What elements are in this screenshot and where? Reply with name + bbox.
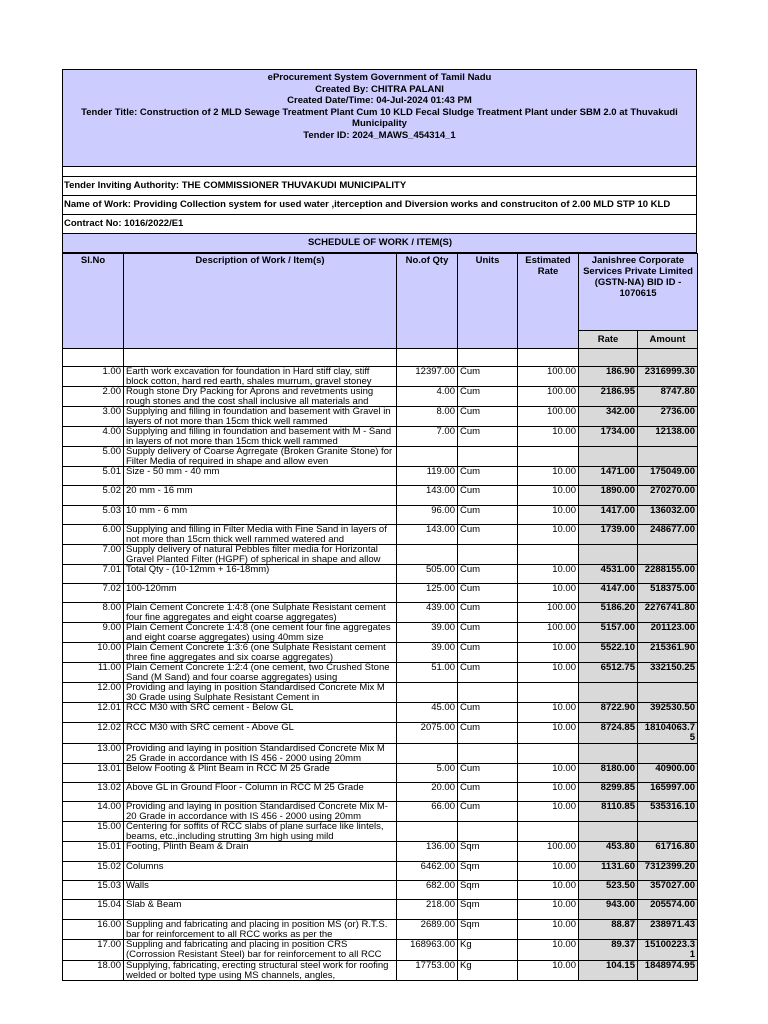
cell-estimated-rate: 10.00 [518, 802, 579, 822]
col-header-qty: No.of Qty [397, 254, 458, 349]
cell-estimated-rate: 100.00 [518, 603, 579, 623]
cell-description: Above GL in Ground Floor - Column in RCC M 25 Grade [124, 783, 397, 802]
table-row [63, 802, 698, 822]
cell-rate: 104.15 [579, 960, 638, 980]
cell-units: Cum [458, 564, 518, 583]
cell-units: Cum [458, 407, 518, 427]
cell-description: Supply delivery of natural Pebbles filter media for Horizontal Gravel Planted Filter (HGPF) of spherical in shape and allow [124, 544, 397, 564]
table-row [63, 703, 698, 722]
table-row [63, 367, 698, 387]
cell-estimated-rate: 10.00 [518, 427, 579, 447]
cell-qty: 8.00 [397, 407, 458, 427]
cell-amount: 2736.00 [638, 407, 698, 427]
cell-rate [579, 822, 638, 842]
table-row [63, 919, 698, 939]
table-row [63, 447, 698, 467]
cell-estimated-rate: 10.00 [518, 564, 579, 583]
cell-qty: 51.00 [397, 663, 458, 683]
spacer-row [62, 167, 697, 177]
cell-slno: 6.00 [63, 524, 124, 544]
cell-description: Supplying and filling in Filter Media with Fine Sand in layers of not more than 15cm thick well rammed watered and [124, 524, 397, 544]
cell-amount: 136032.00 [638, 505, 698, 524]
cell-rate [579, 544, 638, 564]
cell-units: Kg [458, 939, 518, 960]
cell-estimated-rate: 10.00 [518, 467, 579, 486]
cell-units: Cum [458, 783, 518, 802]
cell-amount: 357027.00 [638, 880, 698, 899]
cell-units: Cum [458, 643, 518, 663]
cell-rate: 8722.90 [579, 703, 638, 722]
schedule-title: SCHEDULE OF WORK / ITEM(S) [62, 234, 697, 253]
cell-rate: 342.00 [579, 407, 638, 427]
cell-description: Total Qty - (10-12mm + 16-18mm) [124, 564, 397, 583]
cell-estimated-rate [518, 447, 579, 467]
col-header-units: Units [458, 254, 518, 349]
cell-estimated-rate: 10.00 [518, 524, 579, 544]
cell-units: Cum [458, 524, 518, 544]
cell-slno: 4.00 [63, 427, 124, 447]
table-row [63, 822, 698, 842]
document-header [62, 69, 697, 167]
table-row [63, 939, 698, 960]
cell-amount: 175049.00 [638, 467, 698, 486]
cell-amount: 238971.43 [638, 919, 698, 939]
cell-rate: 1131.60 [579, 861, 638, 880]
cell-units: Cum [458, 427, 518, 447]
cell-description: Plain Cement Concrete 1:3:6 (one Sulphate Resistant cement three fine aggregates and six coarse aggregates) [124, 643, 397, 663]
cell-description: Rough stone Dry Packing for Aprons and revetments using rough stones and the cost shall inclusive all materials and [124, 387, 397, 407]
col-header-bidder: Janishree Corporate Services Private Limited (GSTN-NA) BID ID - 1070615 [579, 254, 698, 331]
cell-units: Cum [458, 703, 518, 722]
cell-rate: 1739.00 [579, 524, 638, 544]
cell-qty: 136.00 [397, 842, 458, 861]
cell-amount: 1848974.95 [638, 960, 698, 980]
name-of-work: Name of Work: Providing Collection system for used water ,iterception and Diversion works and construciton of 2.00 MLD STP 10 KLD [62, 196, 697, 215]
cell-amount: 2276741.80 [638, 603, 698, 623]
cell-estimated-rate: 10.00 [518, 960, 579, 980]
cell-units [458, 683, 518, 703]
cell-units: Kg [458, 960, 518, 980]
cell-slno: 9.00 [63, 623, 124, 643]
cell-qty: 66.00 [397, 802, 458, 822]
cell-slno: 7.01 [63, 564, 124, 583]
cell-slno: 12.01 [63, 703, 124, 722]
cell-slno: 13.02 [63, 783, 124, 802]
cell-rate: 8180.00 [579, 763, 638, 782]
cell-units: Sqm [458, 900, 518, 919]
cell-amount: 215361.90 [638, 643, 698, 663]
cell-qty: 39.00 [397, 623, 458, 643]
cell-estimated-rate: 10.00 [518, 919, 579, 939]
cell-units: Cum [458, 387, 518, 407]
cell-qty: 119.00 [397, 467, 458, 486]
cell-estimated-rate: 100.00 [518, 842, 579, 861]
cell-slno: 1.00 [63, 367, 124, 387]
cell-rate: 5157.00 [579, 623, 638, 643]
cell-rate [579, 447, 638, 467]
cell-description: Supplying and filling in foundation and basement with Gravel in layers of not more than 15cm thick well rammed [124, 407, 397, 427]
cell-slno: 12.02 [63, 722, 124, 743]
cell-rate: 186.90 [579, 367, 638, 387]
cell-units: Cum [458, 367, 518, 387]
cell-amount [638, 822, 698, 842]
cell-amount: 61716.80 [638, 842, 698, 861]
cell-amount: 15100223.31 [638, 939, 698, 960]
cell-amount: 205574.00 [638, 900, 698, 919]
cell-qty: 6462.00 [397, 861, 458, 880]
cell-units [458, 822, 518, 842]
cell-estimated-rate: 10.00 [518, 643, 579, 663]
table-row [63, 524, 698, 544]
cell-slno: 14.00 [63, 802, 124, 822]
cell-qty: 12397.00 [397, 367, 458, 387]
col-header-amount: Amount [638, 331, 698, 349]
cell-amount [638, 447, 698, 467]
cell-description: Size - 50 mm - 40 mm [124, 467, 397, 486]
cell-qty: 505.00 [397, 564, 458, 583]
cell-estimated-rate [518, 743, 579, 763]
cell-units [458, 743, 518, 763]
cell-slno: 7.02 [63, 584, 124, 603]
cell-description: Centering for soffits of RCC slabs of plane surface like lintels, beams, etc.,including strutting 3m high using mild [124, 822, 397, 842]
cell-estimated-rate [518, 822, 579, 842]
cell-slno: 18.00 [63, 960, 124, 980]
cell-description: Supplying, fabricating, erecting structural steel work for roofing welded or bolted type using MS channels, angles, [124, 960, 397, 980]
table-row [63, 407, 698, 427]
cell-amount: 12138.00 [638, 427, 698, 447]
schedule-table [62, 253, 698, 981]
cell-slno: 12.00 [63, 683, 124, 703]
cell-qty: 218.00 [397, 900, 458, 919]
header-line-municipality: Municipality [352, 118, 407, 129]
cell-rate: 89.37 [579, 939, 638, 960]
cell-units: Cum [458, 467, 518, 486]
cell-slno: 5.00 [63, 447, 124, 467]
cell-rate: 2186.95 [579, 387, 638, 407]
cell-description: Plain Cement Concrete 1:2:4 (one cement, two Crushed Stone Sand (M Sand) and four coarse aggregates) using [124, 663, 397, 683]
cell-slno: 3.00 [63, 407, 124, 427]
cell-slno: 8.00 [63, 603, 124, 623]
cell-units: Cum [458, 505, 518, 524]
table-row [63, 763, 698, 782]
cell-units: Cum [458, 486, 518, 505]
cell-rate: 453.80 [579, 842, 638, 861]
cell-description: 100-120mm [124, 584, 397, 603]
cell-units: Cum [458, 722, 518, 743]
cell-estimated-rate: 10.00 [518, 900, 579, 919]
cell-slno: 17.00 [63, 939, 124, 960]
cell-slno: 11.00 [63, 663, 124, 683]
cell-slno: 15.04 [63, 900, 124, 919]
table-row [63, 603, 698, 623]
cell-rate: 1734.00 [579, 427, 638, 447]
cell-qty: 168963.00 [397, 939, 458, 960]
cell-amount: 165997.00 [638, 783, 698, 802]
table-row [63, 842, 698, 861]
cell-description: Slab & Beam [124, 900, 397, 919]
table-row [63, 783, 698, 802]
cell-units: Sqm [458, 880, 518, 899]
cell-units: Sqm [458, 861, 518, 880]
table-row [63, 486, 698, 505]
cell-rate: 4147.00 [579, 584, 638, 603]
table-row [63, 960, 698, 980]
cell-units: Cum [458, 663, 518, 683]
cell-rate: 1471.00 [579, 467, 638, 486]
cell-qty: 5.00 [397, 763, 458, 782]
cell-qty [397, 683, 458, 703]
cell-qty: 143.00 [397, 486, 458, 505]
cell-estimated-rate [518, 544, 579, 564]
cell-units: Sqm [458, 842, 518, 861]
header-line-created-date: Created Date/Time: 04-Jul-2024 01:43 PM [287, 95, 472, 106]
cell-rate: 8299.85 [579, 783, 638, 802]
cell-estimated-rate: 10.00 [518, 505, 579, 524]
cell-estimated-rate: 10.00 [518, 663, 579, 683]
table-row [63, 880, 698, 899]
cell-description: Footing, Plinth Beam & Drain [124, 842, 397, 861]
cell-estimated-rate: 10.00 [518, 939, 579, 960]
table-row [63, 467, 698, 486]
table-row [63, 623, 698, 643]
table-row [63, 427, 698, 447]
cell-rate: 5186.20 [579, 603, 638, 623]
cell-slno: 5.03 [63, 505, 124, 524]
table-row [63, 663, 698, 683]
cell-rate: 943.00 [579, 900, 638, 919]
col-header-slno: Sl.No [63, 254, 124, 349]
table-row [63, 505, 698, 524]
cell-rate: 8724.85 [579, 722, 638, 743]
contract-number: Contract No: 1016/2022/E1 [62, 215, 697, 234]
cell-qty [397, 822, 458, 842]
cell-amount: 518375.00 [638, 584, 698, 603]
cell-slno: 7.00 [63, 544, 124, 564]
cell-estimated-rate: 100.00 [518, 407, 579, 427]
cell-estimated-rate: 100.00 [518, 367, 579, 387]
cell-estimated-rate: 10.00 [518, 861, 579, 880]
cell-units: Cum [458, 584, 518, 603]
table-row [63, 722, 698, 743]
cell-amount: 18104063.75 [638, 722, 698, 743]
cell-slno: 15.03 [63, 880, 124, 899]
cell-slno: 10.00 [63, 643, 124, 663]
cell-amount: 40900.00 [638, 763, 698, 782]
table-row [63, 643, 698, 663]
cell-rate: 6512.75 [579, 663, 638, 683]
cell-rate [579, 743, 638, 763]
cell-slno: 16.00 [63, 919, 124, 939]
cell-description: RCC M30 with SRC cement - Below GL [124, 703, 397, 722]
cell-slno: 15.00 [63, 822, 124, 842]
cell-amount: 270270.00 [638, 486, 698, 505]
cell-description: Plain Cement Concrete 1:4:8 (one cement four fine aggregates and eight coarse aggregates) using 40mm size [124, 623, 397, 643]
cell-estimated-rate: 10.00 [518, 763, 579, 782]
cell-amount: 8747.80 [638, 387, 698, 407]
cell-estimated-rate: 10.00 [518, 722, 579, 743]
col-header-rate: Rate [579, 331, 638, 349]
cell-units: Cum [458, 763, 518, 782]
cell-rate: 4531.00 [579, 564, 638, 583]
cell-qty: 4.00 [397, 387, 458, 407]
cell-description: Providing and laying in position Standardised Concrete Mix M 25 Grade in accordance with IS 456 - 2000 using 20mm [124, 743, 397, 763]
cell-rate: 8110.85 [579, 802, 638, 822]
cell-description: Columns [124, 861, 397, 880]
cell-rate: 523.50 [579, 880, 638, 899]
cell-qty: 17753.00 [397, 960, 458, 980]
header-line-system: eProcurement System Government of Tamil Nadu [267, 72, 492, 83]
cell-amount: 535316.10 [638, 802, 698, 822]
cell-description: 10 mm - 6 mm [124, 505, 397, 524]
cell-qty: 45.00 [397, 703, 458, 722]
cell-qty [397, 743, 458, 763]
cell-estimated-rate: 10.00 [518, 584, 579, 603]
cell-amount [638, 544, 698, 564]
cell-qty: 439.00 [397, 603, 458, 623]
cell-units: Cum [458, 623, 518, 643]
col-header-description: Description of Work / Item(s) [124, 254, 397, 349]
cell-description: Plain Cement Concrete 1:4:8 (one Sulphate Resistant cement four fine aggregates and eight coarse aggregates) [124, 603, 397, 623]
cell-description: Suppling and fabricating and placing in position MS (or) R.T.S. bar for reinforcement to all RCC works as per the [124, 919, 397, 939]
cell-estimated-rate [518, 683, 579, 703]
col-header-estimated-rate: Estimated Rate [518, 254, 579, 349]
cell-amount [638, 683, 698, 703]
cell-rate: 1417.00 [579, 505, 638, 524]
cell-amount: 2288155.00 [638, 564, 698, 583]
table-row [63, 900, 698, 919]
cell-description: Providing and laying in position Standardised Concrete Mix M-20 Grade in accordance with IS 456 - 2000 using 20mm [124, 802, 397, 822]
cell-estimated-rate: 10.00 [518, 880, 579, 899]
tender-sheet [62, 69, 697, 981]
table-row [63, 564, 698, 583]
cell-estimated-rate: 10.00 [518, 703, 579, 722]
cell-description: Earth work excavation for foundation in Hard stiff clay, stiff block cotton, hard red earth, shales murrum, gravel stoney [124, 367, 397, 387]
cell-qty: 7.00 [397, 427, 458, 447]
cell-description: Walls [124, 880, 397, 899]
cell-qty: 39.00 [397, 643, 458, 663]
table-row [63, 683, 698, 703]
cell-amount: 201123.00 [638, 623, 698, 643]
cell-description: Supplying and filling in foundation and basement with M - Sand in layers of not more than 15cm thick well rammed [124, 427, 397, 447]
cell-rate: 5522.10 [579, 643, 638, 663]
cell-amount: 248677.00 [638, 524, 698, 544]
cell-qty: 2689.00 [397, 919, 458, 939]
cell-rate [579, 683, 638, 703]
cell-qty: 143.00 [397, 524, 458, 544]
cell-rate: 1890.00 [579, 486, 638, 505]
cell-amount: 7312399.20 [638, 861, 698, 880]
cell-description: Suppling and fabricating and placing in position CRS (Corrossion Resistant Steel) bar for reinforcement to all RCC [124, 939, 397, 960]
cell-qty: 20.00 [397, 783, 458, 802]
cell-slno: 5.02 [63, 486, 124, 505]
cell-qty [397, 544, 458, 564]
cell-amount: 2316999.30 [638, 367, 698, 387]
table-row [63, 861, 698, 880]
cell-estimated-rate: 10.00 [518, 783, 579, 802]
cell-qty: 125.00 [397, 584, 458, 603]
cell-description: RCC M30 with SRC cement - Above GL [124, 722, 397, 743]
cell-slno: 5.01 [63, 467, 124, 486]
tender-authority: Tender Inviting Authority: THE COMMISSIONER THUVAKUDI MUNICIPALITY [62, 177, 697, 196]
cell-units [458, 447, 518, 467]
header-line-tender-id: Tender ID: 2024_MAWS_454314_1 [303, 129, 456, 141]
cell-slno: 13.01 [63, 763, 124, 782]
cell-slno: 2.00 [63, 387, 124, 407]
cell-amount: 332150.25 [638, 663, 698, 683]
cell-units: Cum [458, 802, 518, 822]
cell-qty: 682.00 [397, 880, 458, 899]
table-row [63, 743, 698, 763]
cell-amount [638, 743, 698, 763]
cell-amount: 392530.50 [638, 703, 698, 722]
cell-qty: 2075.00 [397, 722, 458, 743]
cell-description: Supply delivery of Coarse Agrregate (Broken Granite Stone) for Filter Media of required in shape and allow even [124, 447, 397, 467]
cell-qty [397, 447, 458, 467]
header-line-created-by: Created By: CHITRA PALANI [315, 83, 444, 95]
cell-slno: 13.00 [63, 743, 124, 763]
cell-slno: 15.01 [63, 842, 124, 861]
cell-estimated-rate: 100.00 [518, 623, 579, 643]
cell-qty: 96.00 [397, 505, 458, 524]
table-row [63, 544, 698, 564]
cell-rate: 88.87 [579, 919, 638, 939]
schedule-rows [63, 367, 698, 981]
header-line-tender-title: Tender Title: Construction of 2 MLD Sewage Treatment Plant Cum 10 KLD Fecal Sludge Treatment Plant under SBM 2.0 at Thuvakudi [81, 106, 678, 118]
cell-description: Below Footing & Plint Beam in RCC M 25 Grade [124, 763, 397, 782]
table-row [63, 387, 698, 407]
cell-description: Providing and laying in position Standardised Concrete Mix M 30 Grade using Sulphate Resistant Cement in [124, 683, 397, 703]
cell-description: 20 mm - 16 mm [124, 486, 397, 505]
cell-slno: 15.02 [63, 861, 124, 880]
cell-estimated-rate: 10.00 [518, 486, 579, 505]
cell-units: Cum [458, 603, 518, 623]
table-row [63, 584, 698, 603]
cell-units [458, 544, 518, 564]
cell-estimated-rate: 100.00 [518, 387, 579, 407]
cell-units: Sqm [458, 919, 518, 939]
